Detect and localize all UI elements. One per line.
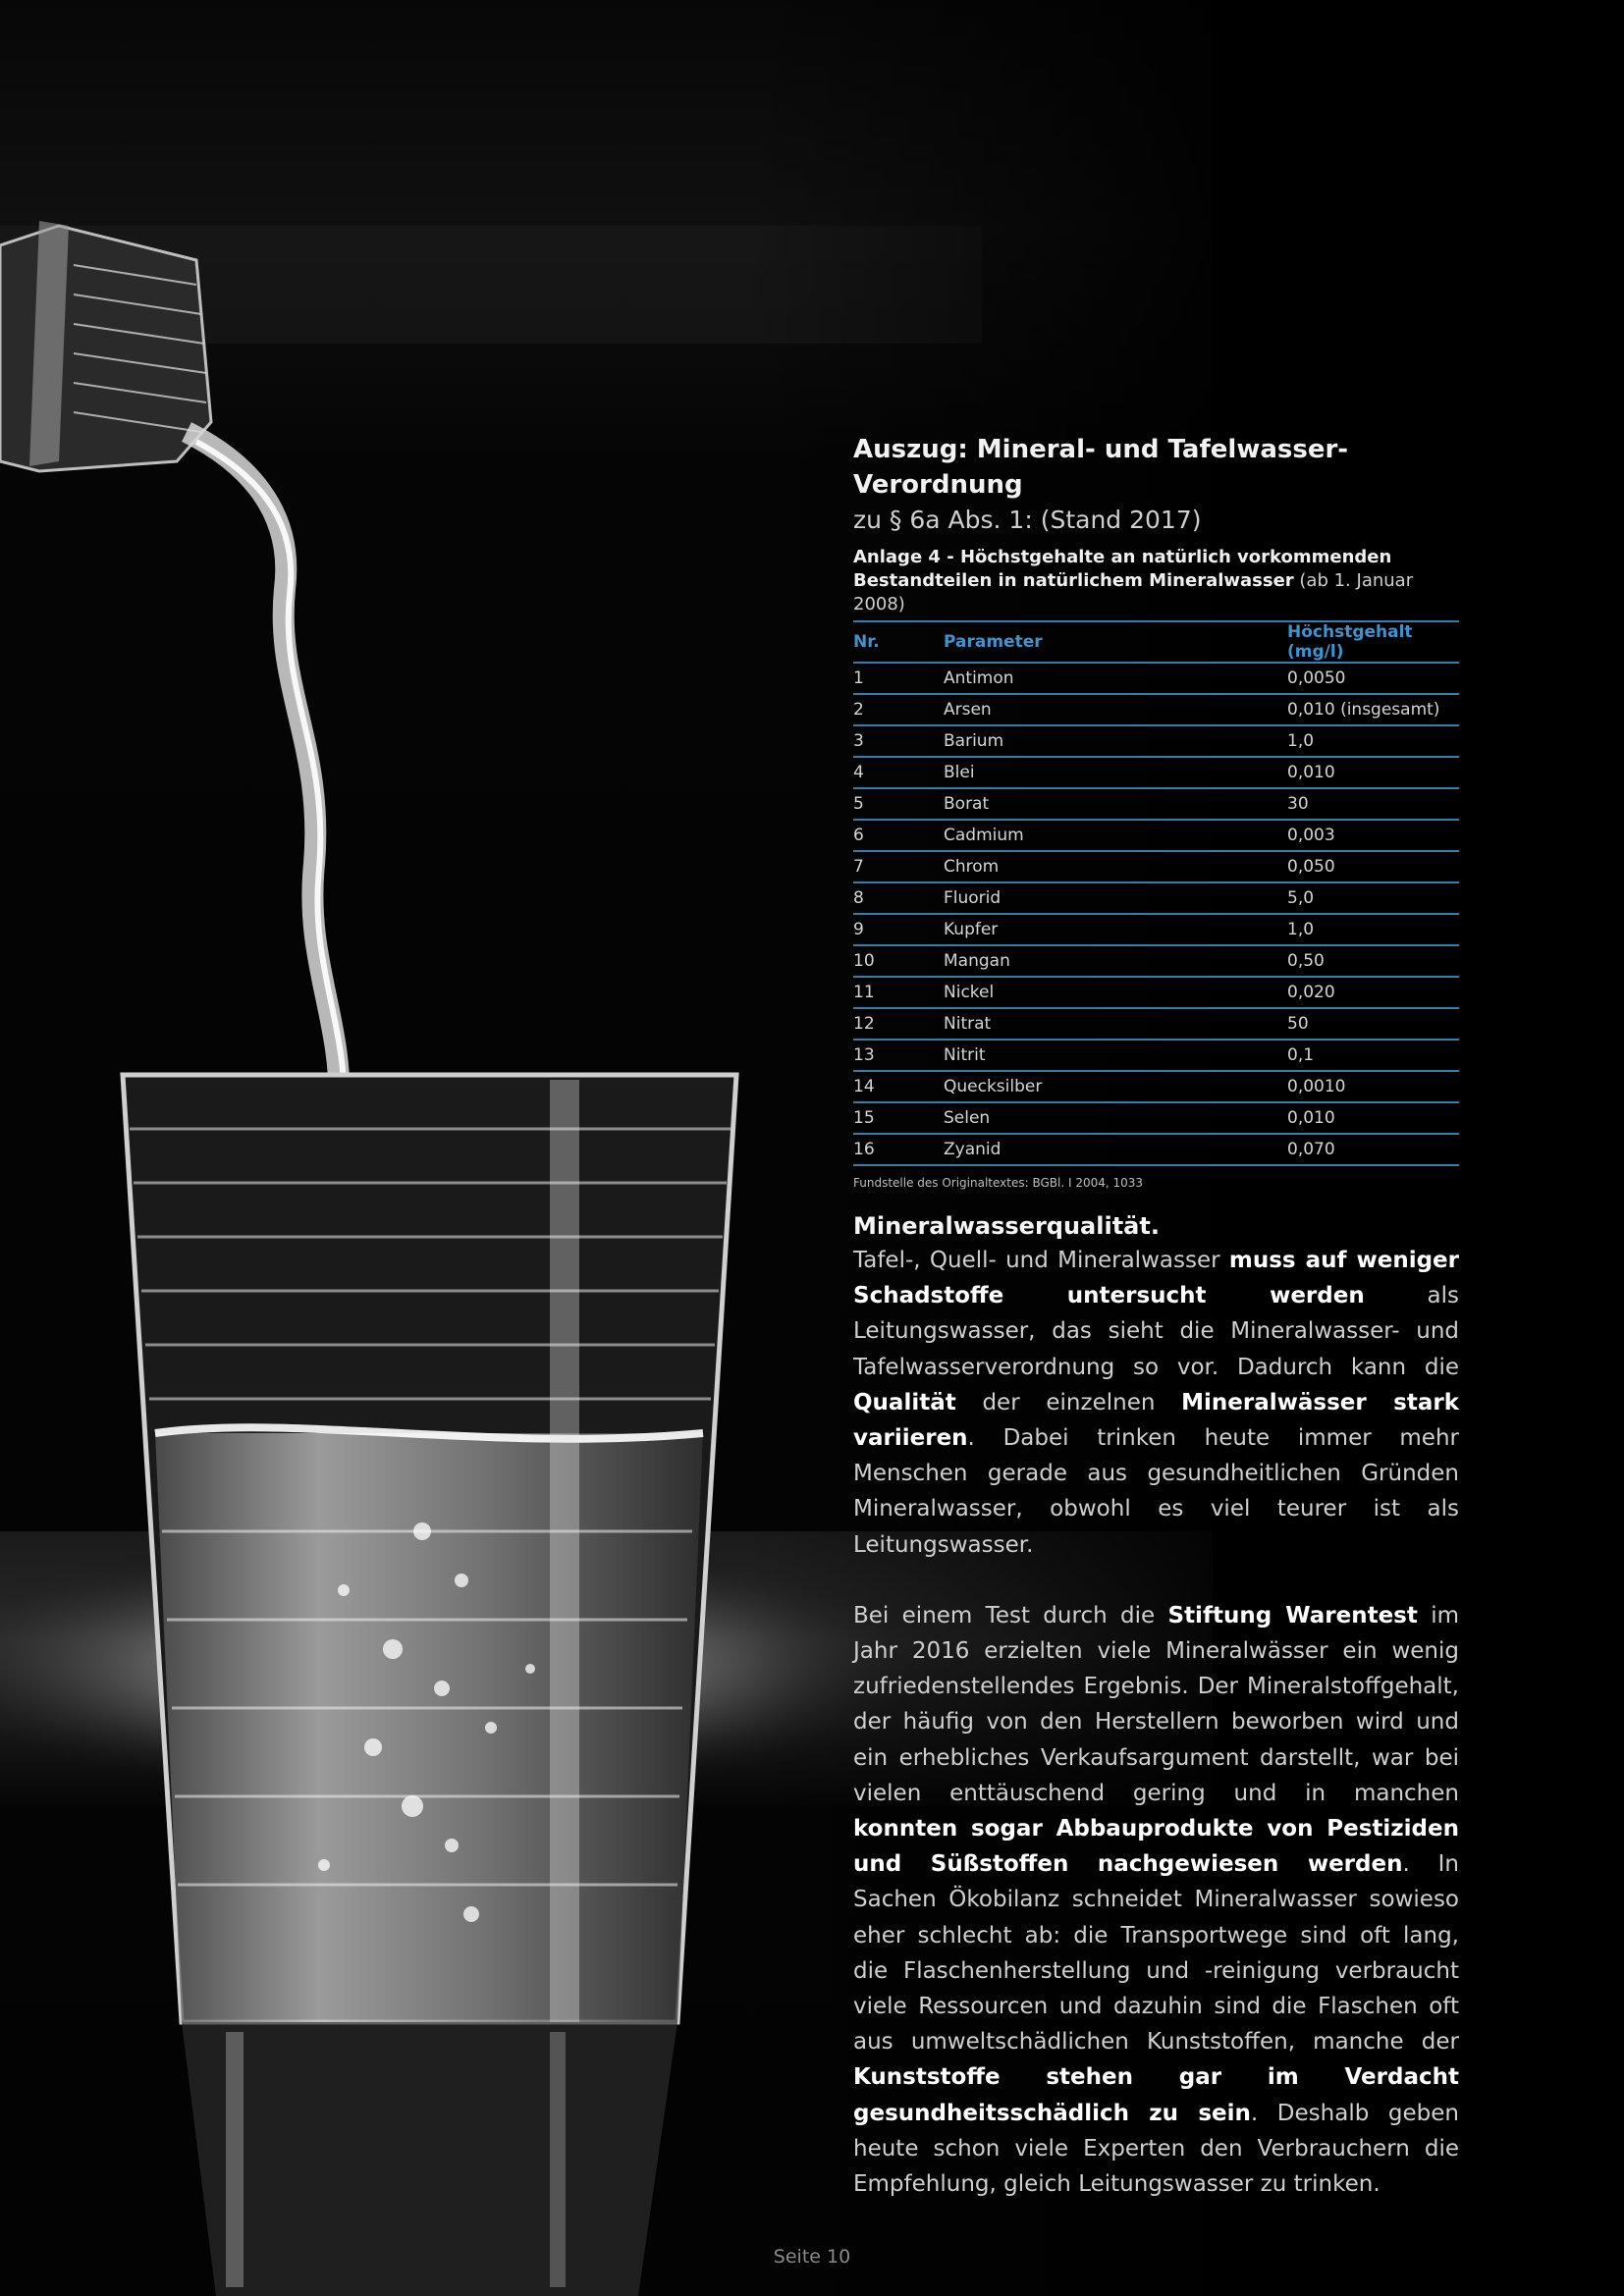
cell-value: 0,003 <box>1287 820 1459 851</box>
cell-nr: 8 <box>853 882 944 914</box>
limits-table <box>853 620 1459 1166</box>
header-max-content: Höchstgehalt (mg/l) <box>1287 621 1459 663</box>
cell-parameter: Cadmium <box>944 820 1287 851</box>
body-text: als Leitungswasser, das sieht die Mineralwasser- und Tafelwasserverordnung so vor. Dadurch kann die <box>853 1283 1459 1380</box>
table-row <box>853 788 1459 820</box>
cell-value: 30 <box>1287 788 1459 820</box>
cell-nr: 6 <box>853 820 944 851</box>
document-subtitle: zu § 6a Abs. 1: (Stand 2017) <box>853 506 1202 534</box>
table-header-row <box>853 621 1459 663</box>
cell-nr: 15 <box>853 1102 944 1134</box>
cell-value: 0,010 (insgesamt) <box>1287 694 1459 725</box>
cell-parameter: Fluorid <box>944 882 1287 914</box>
body-text: Tafel-, Quell- und Mineralwasser <box>853 1248 1229 1273</box>
annex-heading-bold: Anlage 4 - Höchstgehalte an natürlich vorkommenden Bestandteilen in natürlichem Mineralwasser <box>853 547 1392 591</box>
table-row <box>853 1134 1459 1165</box>
emphasis-text: Kunststoffe stehen gar im Verdacht gesundheitsschädlich zu sein <box>853 2064 1459 2126</box>
header-nr: Nr. <box>853 621 944 663</box>
cell-parameter: Zyanid <box>944 1134 1287 1165</box>
cell-nr: 14 <box>853 1071 944 1102</box>
table-row <box>853 914 1459 945</box>
cell-parameter: Antimon <box>944 663 1287 694</box>
cell-nr: 1 <box>853 663 944 694</box>
document-title: Auszug: Mineral- und Tafelwasser-Verordnung <box>853 435 1349 500</box>
cell-value: 0,50 <box>1287 945 1459 977</box>
cell-nr: 7 <box>853 851 944 882</box>
table-row <box>853 1071 1459 1102</box>
paragraph-quality <box>853 1243 1459 1563</box>
cell-parameter: Barium <box>944 725 1287 757</box>
cell-value: 5,0 <box>1287 882 1459 914</box>
body-text: im Jahr 2016 erzielten viele Mineralwässer ein wenig zufriedenstellendes Ergebnis. Der Mineralstoffgehalt, der häufig von den Herstellern beworben wird und ein erhebliches Verkaufsargument darstellt, war bei vielen enttäuschend gering und in manchen <box>853 1602 1459 1806</box>
body-text: . In Sachen Ökobilanz schneidet Mineralwasser sowieso eher schlecht ab: die Transportwege sind oft lang, die Flaschenherstellung und -reinigung verbraucht viele Ressourcen und dazuhin sind die Flaschen oft aus umweltschädlichen Kunststoffen, manche der <box>853 1851 1460 2056</box>
cell-parameter: Blei <box>944 757 1287 788</box>
table-row <box>853 1008 1459 1040</box>
cell-value: 0,0050 <box>1287 663 1459 694</box>
table-row <box>853 725 1459 757</box>
emphasis-text: Stiftung Warentest <box>1167 1602 1418 1629</box>
table-row <box>853 977 1459 1008</box>
cell-nr: 16 <box>853 1134 944 1165</box>
page-number: Seite 10 <box>773 2246 851 2268</box>
table-row <box>853 945 1459 977</box>
table-row <box>853 757 1459 788</box>
cell-nr: 9 <box>853 914 944 945</box>
table-row <box>853 694 1459 725</box>
cell-nr: 12 <box>853 1008 944 1040</box>
cell-parameter: Nitrat <box>944 1008 1287 1040</box>
cell-parameter: Kupfer <box>944 914 1287 945</box>
cell-nr: 4 <box>853 757 944 788</box>
table-row <box>853 1102 1459 1134</box>
body-text: Bei einem Test durch die <box>853 1602 1168 1629</box>
cell-parameter: Nitrit <box>944 1040 1287 1071</box>
cell-value: 0,010 <box>1287 1102 1459 1134</box>
annex-heading <box>853 546 1459 616</box>
cell-value: 1,0 <box>1287 914 1459 945</box>
cell-value: 50 <box>1287 1008 1459 1040</box>
cell-parameter: Borat <box>944 788 1287 820</box>
cell-nr: 13 <box>853 1040 944 1071</box>
cell-value: 0,070 <box>1287 1134 1459 1165</box>
table-row <box>853 851 1459 882</box>
section-title: Mineralwasserqualität. <box>853 1212 1160 1240</box>
table-row <box>853 1040 1459 1071</box>
table-row <box>853 820 1459 851</box>
paragraph-test <box>853 1598 1459 2202</box>
cell-parameter: Mangan <box>944 945 1287 977</box>
cell-nr: 11 <box>853 977 944 1008</box>
cell-parameter: Quecksilber <box>944 1071 1287 1102</box>
emphasis-text: Mineralwässer stark variieren <box>853 1389 1459 1452</box>
cell-parameter: Selen <box>944 1102 1287 1134</box>
header-parameter: Parameter <box>944 621 1287 663</box>
annex-heading-date: (ab 1. Januar 2008) <box>853 570 1414 614</box>
cell-parameter: Chrom <box>944 851 1287 882</box>
body-text: der einzelnen <box>955 1389 1182 1415</box>
body-text: . Dabei trinken heute immer mehr Menschen gerade aus gesundheitlichen Gründen Mineralwasser, obwohl es viel teurer ist als Leitungswasser. <box>853 1425 1459 1558</box>
source-note: Fundstelle des Originaltextes: BGBl. I 2004, 1033 <box>853 1176 1144 1190</box>
cell-parameter: Arsen <box>944 694 1287 725</box>
content-column <box>853 432 1459 2202</box>
emphasis-text: Qualität <box>853 1389 956 1415</box>
cell-value: 0,050 <box>1287 851 1459 882</box>
emphasis-text: konnten sogar Abbauprodukte von Pestiziden und Süßstoffen nachgewiesen werden <box>853 1816 1459 1878</box>
cell-value: 0,020 <box>1287 977 1459 1008</box>
cell-value: 1,0 <box>1287 725 1459 757</box>
body-text: . Deshalb geben heute schon viele Experten den Verbrauchern die Empfehlung, gleich Leitungswasser zu trinken. <box>853 2100 1459 2198</box>
cell-nr: 2 <box>853 694 944 725</box>
table-row <box>853 663 1459 694</box>
emphasis-text: muss auf weniger Schadstoffe untersucht werden <box>853 1248 1459 1309</box>
cell-nr: 3 <box>853 725 944 757</box>
cell-value: 0,0010 <box>1287 1071 1459 1102</box>
cell-value: 0,1 <box>1287 1040 1459 1071</box>
cell-value: 0,010 <box>1287 757 1459 788</box>
cell-parameter: Nickel <box>944 977 1287 1008</box>
table-row <box>853 882 1459 914</box>
cell-nr: 5 <box>853 788 944 820</box>
cell-nr: 10 <box>853 945 944 977</box>
